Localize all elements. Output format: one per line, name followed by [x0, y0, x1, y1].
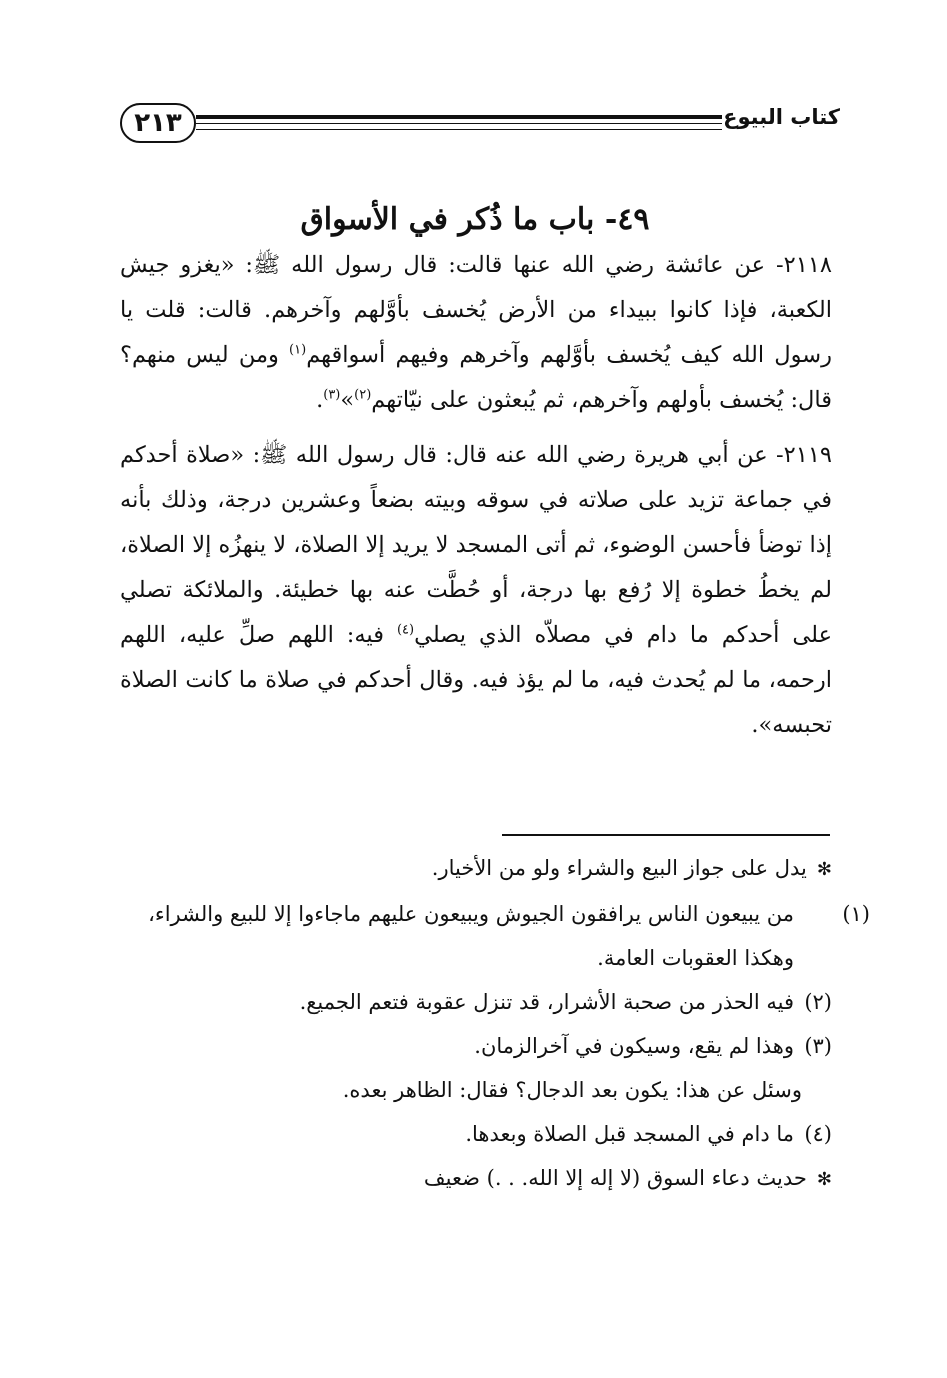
footnote-text: فيه الحذر من صحبة الأشرار، قد تنزل عقوبة فتعم الجميع. — [299, 990, 794, 1014]
chapter-title: ٤٩- باب ما ذُكر في الأسواق — [300, 202, 650, 238]
footnote-ref: (٢) — [354, 387, 372, 403]
footnote-ref: (١) — [289, 342, 307, 358]
hadith-text: ٢١١٩- عن أبي هريرة رضي الله عنه قال: قال رسول الله ﷺ: «صلاة أحدكم في جماعة تزيد على صلاته في سوقه وبيته بضعاً وعشرين درجة، وذلك بأنه إذا توضأ فأحسن الوضوء، ثم أتى المسجد لا يريد إلا الصلاة، لا ينهزُه إلا الصلاة، لم يخطُ خطوة إلا رُفع بها درجة، أو حُطَّت عنه بها خطيئة. والملائكة تصلي على أحدكم ما دام في مصلاّه الذي يصلي — [120, 442, 832, 648]
asterisk-icon: ✻ — [816, 1169, 832, 1190]
footnote-3 — [118, 1024, 832, 1068]
footnote-text: وهذا لم يقع، وسيكون في آخرالزمان. — [474, 1034, 794, 1058]
hadith-2118 — [120, 243, 832, 423]
header-rule — [196, 115, 722, 119]
hadith-text: ومن ليس منهم؟ قال: يُخسف بأولهم وآخرهم، ثم يُبعثون على نيّاتهم — [120, 342, 832, 413]
footnote-ref: (٣) — [323, 387, 341, 403]
footnote-text: يدل على جواز البيع والشراء ولو من الأخيار. — [431, 856, 807, 880]
hadith-text: فيه: اللهم صلِّ عليه، اللهم ارحمه، ما لم يُحدث فيه، ما لم يؤذ فيه. وقال أحدكم في صلاة ما كانت الصلاة تحبسه». — [120, 622, 832, 738]
footnote-marker: (٤) — [804, 1122, 832, 1146]
footnote-separator — [502, 834, 830, 836]
footnotes — [118, 846, 870, 1202]
footnote-ref: (٤) — [396, 622, 415, 638]
footnote-2 — [118, 980, 832, 1024]
page-number — [120, 103, 196, 143]
footnote-text: ما دام في المسجد قبل الصلاة وبعدها. — [465, 1122, 794, 1146]
footnote-marker: (٢) — [804, 990, 832, 1014]
header-rule — [196, 129, 722, 130]
footnote-3-continuation — [118, 1068, 832, 1112]
footnote-text: وسئل عن هذا: يكون بعد الدجال؟ فقال: الظاهر بعده. — [342, 1078, 802, 1102]
hadith-text: » — [340, 387, 355, 413]
asterisk-icon: ✻ — [816, 859, 832, 880]
footnote-marker: (١) — [842, 902, 870, 926]
footnote-text: حديث دعاء السوق (لا إله إلا الله. . .) ضعيف — [423, 1166, 807, 1190]
hadith-2119 — [120, 433, 832, 748]
footnote-1 — [118, 892, 870, 980]
page-number-text: ٢١٣ — [134, 108, 182, 138]
footnote-marker: (٣) — [804, 1034, 832, 1058]
running-header — [110, 95, 840, 155]
footnote-4 — [118, 1112, 832, 1156]
main-text — [120, 243, 832, 758]
footnote-star — [118, 1156, 832, 1202]
header-rule — [196, 123, 722, 124]
footnote-text: من يبيعون الناس يرافقون الجيوش ويبيعون عليهم ماجاءوا إلا للبيع والشراء، وهكذا العقوبات العامة. — [148, 902, 794, 970]
hadith-text: . — [316, 387, 324, 413]
book-title: كتاب البيوع — [723, 105, 840, 129]
footnote-star — [118, 846, 832, 892]
hadith-text: ٢١١٨- عن عائشة رضي الله عنها قالت: قال رسول الله ﷺ: «يغزو جيش الكعبة، فإذا كانوا ببيداء من الأرض يُخسف بأوَّلهم وآخرهم. قالت: قلت يا رسول الله كيف يُخسف بأوَّلهم وآخرهم وفيهم أسواقهم — [120, 252, 832, 368]
